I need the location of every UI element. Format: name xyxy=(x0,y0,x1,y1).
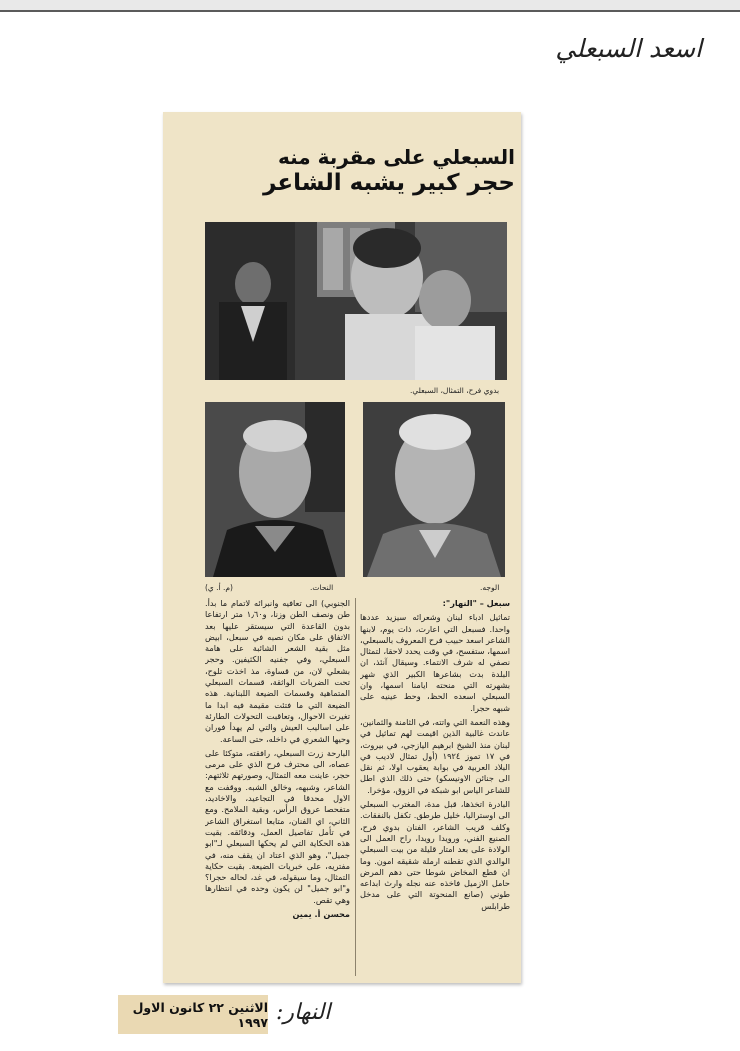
article-column-left xyxy=(205,598,350,976)
photo-credit: (م. أ. ي) xyxy=(205,583,233,592)
paragraph: البارحة زرت السبعلي، رافقته، متوكئا على عصاه، الى محترف فرح الذي على مرمى حجر، عاينت معه التمثال، وصورتهم ثلاثتهم: الشاعر، وشبهه، وخالق الشبه. ووقفت مع الاول محدقا في التجاعيد، والاخاديد، متفحصا عروق الرأس، وبقية الملامح. ومع الثاني، اي الفنان، متابعا استغراق الشاعر في تأمل تفاصيل العمل، ودقائقه. بقيت هذه الحكاية التي لم يحكها السبعلي لـ"ابو جميل"، وهو الذي اعتاد ان يقف منه، في مفتريه، على خبريات الضيعة. بقيت حكاية التمثال، وما سيقوله، في غد، لحاله حجرا؟ و"ابو جميل" لن يكون وحده في انتظارها وهي تقص. xyxy=(205,747,350,905)
group-photo xyxy=(205,222,507,380)
article-column-right xyxy=(360,598,510,976)
headline xyxy=(205,145,515,197)
publication-date: الاثنين ٢٢ كانون الاول ١٩٩٧ xyxy=(118,995,268,1034)
paragraph: البادرة اتخذها، قبل مدة، المغترب السبعلي الى اوستراليا، خليل طرطق. تكفل بالنفقات. وكلف قريب الشاعر، الفنان بدوي فرح، الصنيع الفني، ورويدا رويدا، راح العمل الى الولادة على بعد امتار قليلة من بيت السبعلي الوالدي الذي تقطنه ارملة شقيقه امون. وما ان قطع المخاض شوطا حتى دهم المرض حامل الازميل فاخذه عنه نجله وارث ابداعه طوني (صانع المنحوتة التي على مدخل طرابلس xyxy=(360,799,510,911)
headline-line-1: السبعلي على مقربة منه xyxy=(277,145,515,169)
face-photo-caption: الوجه. xyxy=(480,583,500,592)
paragraph: الجنوبي) الى تعافيه وانبرائه لاتمام ما بدأ. طن ونصف الطن وزنا، و١٫٦٠ متر ارتفاعا بدون القاعدة التي سيستقر عليها بعد الاتفاق على مكان نصبه في سبعل، ابيض مثل بقية الشعر الشائبة على هامة السبعلي، وفي جفنيه الكثيفين. وحجر بشعلي لان، من قساوة، مذ اخذت تلوح، تحت الضربات الواثقة، قسمات السبعلي المتماهية وقسمات الضيعة اللبنانية. هذه الضيعة التي ما فتئت مقيمة فيه ابدا ما تغيرت الاحوال، وتعاقبت التحولات الطارئة على اساليب العيش والتي لم يهدأ فوران وحيها الشعري في داخله، حتى الساعة. xyxy=(205,598,350,744)
archive-label: اسعد السبعلي xyxy=(555,34,702,63)
dateline: سبعل – "النهار": xyxy=(442,598,510,608)
sculptor-photo xyxy=(205,402,345,577)
column-divider xyxy=(355,598,356,976)
author-signature: محسن أ. يمين xyxy=(292,909,350,920)
top-border xyxy=(0,0,740,12)
group-photo-caption: بدوي فرح، التمثال، السبعلي. xyxy=(410,386,500,395)
paragraph: وهذه النعمة التي واتته، في الثامنة والثمانين، عاندت غالبية الذين اقيمت لهم تماثيل في لبنان منذ الشيخ ابرهيم اليازجي، في بيروت، في ١٧ تموز ١٩٢٤ (أول تمثال لاديب في البلاد العربية في بوابة يعقوب اولا، ثم نقل الى جنائن الاونيسكو) حتى ذلك الذي اطل للشاعر الياس ابو شبكة في الزوق، مؤخرا. xyxy=(360,716,510,795)
newspaper-name: النهار: xyxy=(276,1000,331,1025)
face-photo xyxy=(363,402,505,577)
paragraph: تماثيل ادباء لبنان وشعرائه سيزيد عددها واحدا. فسبعل التي اعارت، ذات يوم، لابنها الشاعر اسعد حبيب فرح المعروف بالسبعلي، اسمها، ستفسح، في وقت يحدد لاحقا، لتمثال نصفي له شرف الانتماء. وسيقال آنئذ، ان البلدة بدت بشاعرها الكبير الذي شهر بشهرته التي منحته ايامنا اسمها، وان السبعلي اسعده الحظ، وحط عينيه على شبهه حجرا. xyxy=(360,612,510,713)
headline-line-2: حجر كبير يشبه الشاعر xyxy=(263,170,515,197)
sculptor-photo-caption: النحات. xyxy=(310,583,334,592)
